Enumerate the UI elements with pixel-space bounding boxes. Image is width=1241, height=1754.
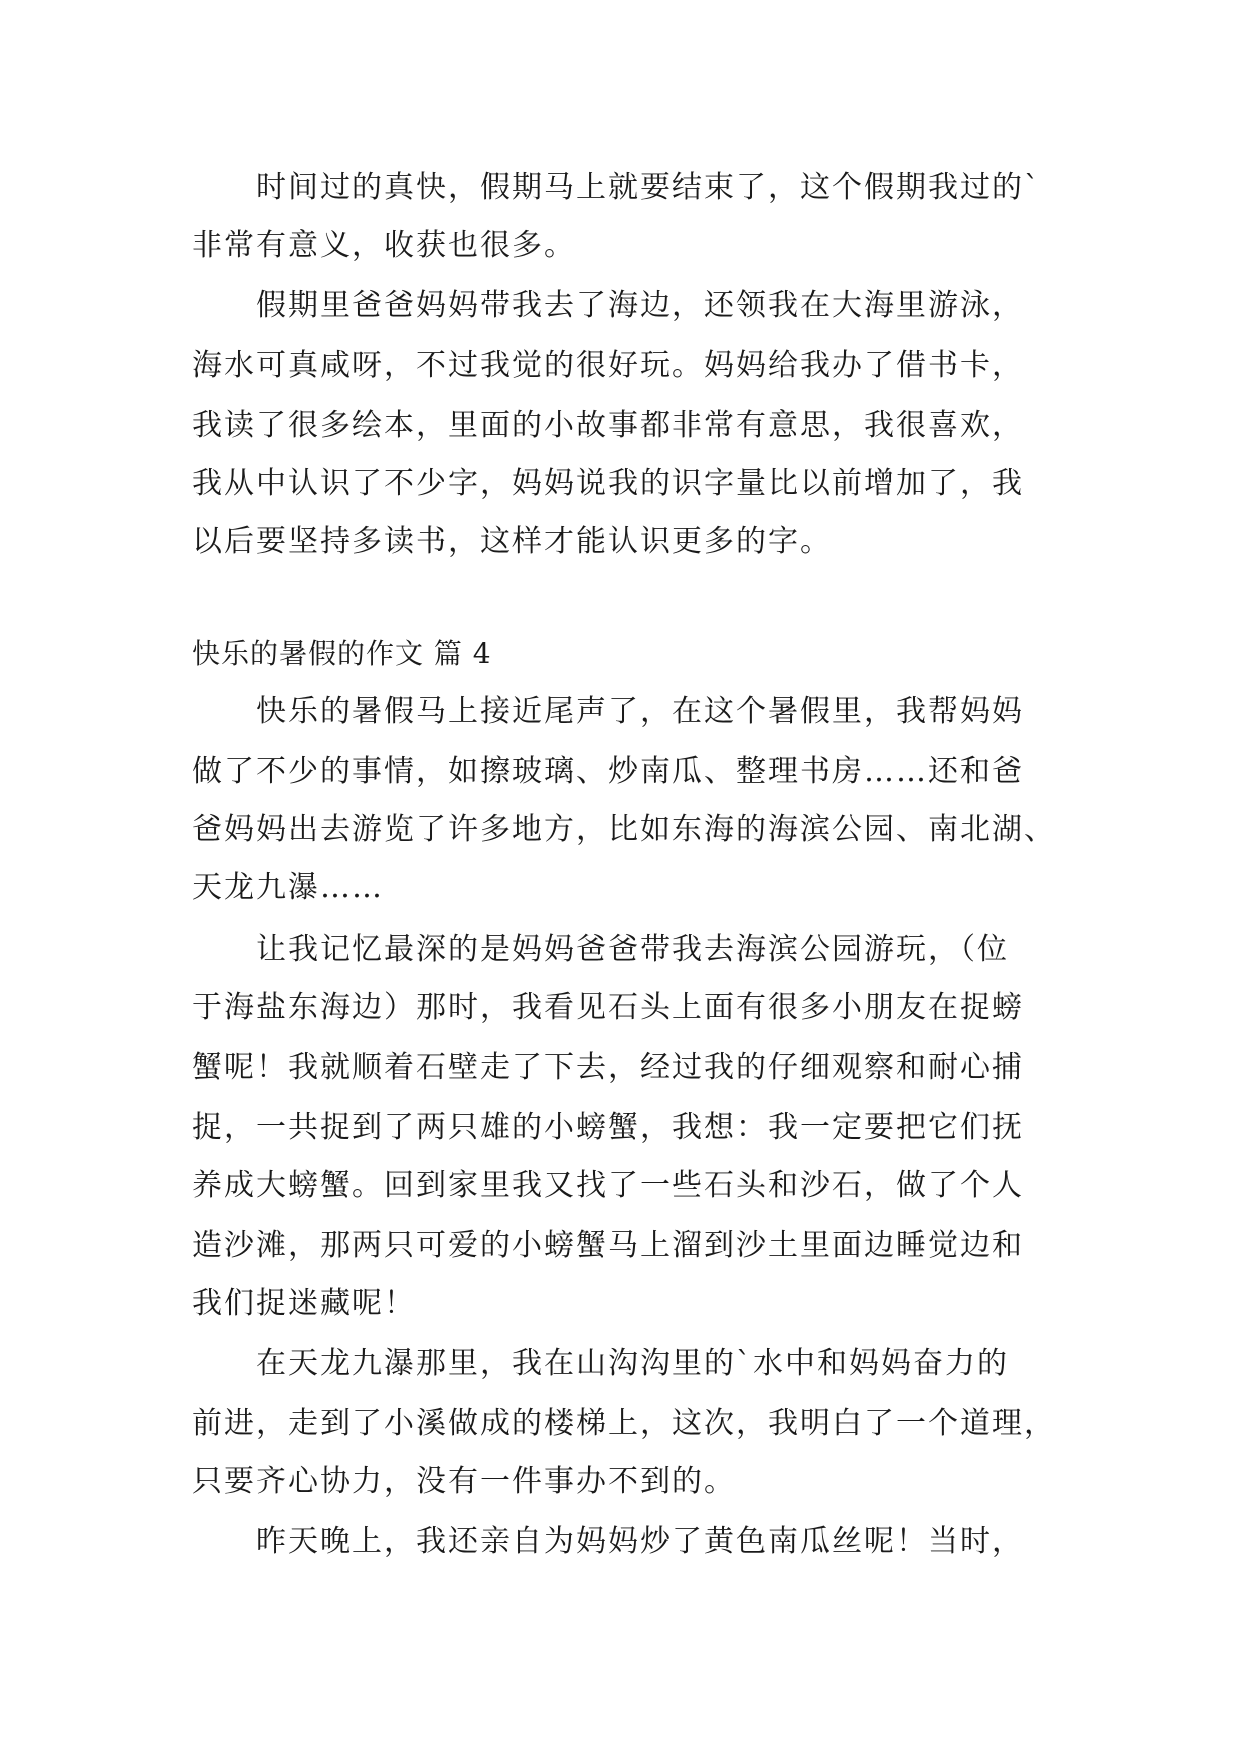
- paragraph-3-line-3: 爸妈妈出去游览了许多地方，比如东海的海滨公园、南北湖、: [192, 812, 1056, 847]
- paragraph-2-line-4: 我从中认识了不少字，妈妈说我的识字量比以前增加了，我: [192, 466, 1024, 501]
- paragraph-3-line-1: 快乐的暑假马上接近尾声了，在这个暑假里，我帮妈妈: [256, 694, 1024, 729]
- paragraph-4-line-3: 蟹呢！我就顺着石壁走了下去，经过我的仔细观察和耐心捕: [192, 1050, 1024, 1085]
- paragraph-4-line-1: 让我记忆最深的是妈妈爸爸带我去海滨公园游玩，（位: [256, 932, 1009, 967]
- paragraph-5-line-2: 前进，走到了小溪做成的楼梯上，这次，我明白了一个道理，: [192, 1406, 1056, 1441]
- paragraph-4-line-2: 于海盐东海边）那时，我看见石头上面有很多小朋友在捉螃: [192, 990, 1024, 1025]
- paragraph-1-line-2: 非常有意义，收获也很多。: [192, 228, 576, 263]
- paragraph-2-line-2: 海水可真咸呀，不过我觉的很好玩。妈妈给我办了借书卡，: [192, 348, 1024, 383]
- paragraph-5-line-3: 只要齐心协力，没有一件事办不到的。: [192, 1464, 736, 1499]
- paragraph-4-line-5: 养成大螃蟹。回到家里我又找了一些石头和沙石，做了个人: [192, 1168, 1024, 1203]
- paragraph-6-line-1: 昨天晚上，我还亲自为妈妈炒了黄色南瓜丝呢！当时，: [256, 1524, 1024, 1559]
- paragraph-4-line-4: 捉，一共捉到了两只雄的小螃蟹，我想：我一定要把它们抚: [192, 1110, 1024, 1145]
- paragraph-5-line-1: 在天龙九瀑那里，我在山沟沟里的`水中和妈妈奋力的: [256, 1346, 1009, 1381]
- section-heading: 快乐的暑假的作文 篇 4: [192, 637, 492, 670]
- paragraph-2-line-5: 以后要坚持多读书，这样才能认识更多的字。: [192, 524, 832, 559]
- paragraph-1-line-1: 时间过的真快，假期马上就要结束了，这个假期我过的`: [256, 170, 1041, 205]
- paragraph-4-line-7: 我们捉迷藏呢！: [192, 1286, 416, 1321]
- paragraph-3-line-4: 天龙九瀑……: [192, 870, 384, 905]
- paragraph-4-line-6: 造沙滩，那两只可爱的小螃蟹马上溜到沙土里面边睡觉边和: [192, 1228, 1024, 1263]
- paragraph-2-line-3: 我读了很多绘本，里面的小故事都非常有意思，我很喜欢，: [192, 408, 1024, 443]
- paragraph-3-line-2: 做了不少的事情，如擦玻璃、炒南瓜、整理书房……还和爸: [192, 754, 1024, 789]
- paragraph-2-line-1: 假期里爸爸妈妈带我去了海边，还领我在大海里游泳，: [256, 288, 1024, 323]
